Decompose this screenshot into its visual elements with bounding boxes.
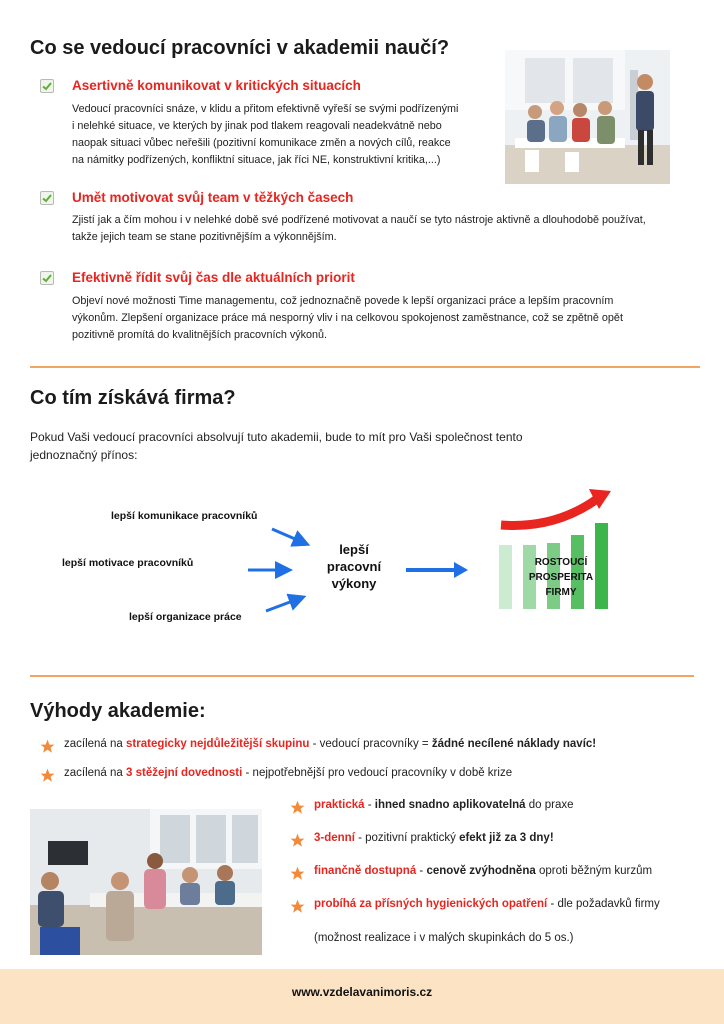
footer-website-link[interactable]: www.vzdelavanimoris.cz <box>291 985 433 999</box>
arrow-icon <box>266 599 298 611</box>
item-text-assertive: Vedoucí pracovníci snáze, v klidu a přitom efektivně vyřeší se svými podřízenými i nelehké situace, ve kterých by jinak pod tlakem reagovali neadekvátně nebo naopak situaci vůbec neřešili (pozitivní komunikace změn a nových cílů, reakce na námitky podřízených, konfliktní situace, jak říci NE, konstruktivní kritika,...) <box>72 103 459 166</box>
star-icon <box>290 866 305 881</box>
checkbox-icon <box>40 191 54 205</box>
meeting-photo <box>505 50 670 184</box>
benefit-target-group: zacílená na strategicky nejdůležitější skupinu - vedoucí pracovníky = žádné necílené náklady navíc! <box>64 738 597 750</box>
input-communication: lepší komunikace pracovníků <box>111 510 258 522</box>
input-organization: lepší organizace práce <box>129 611 242 623</box>
arrow-icon <box>272 529 302 542</box>
big-arrow-icon <box>402 558 472 582</box>
section-title-benefits: Výhody akademie: <box>30 700 206 722</box>
intro-text: Pokud Vaši vedoucí pracovníci absolvují tuto akademii, bude to mít pro Vaši společnost tento jednoznačný přínos: <box>30 430 523 462</box>
input-motivation: lepší motivace pracovníků <box>62 557 194 569</box>
result-performance: lepší pracovní výkony <box>326 542 382 591</box>
result-prosperity: ROSTOUCÍ PROSPERITA FIRMY <box>528 557 594 598</box>
benefit-key-skills: zacílená na 3 stěžejní dovednosti - nejpotřebnější pro vedoucí pracovníky v době krize <box>64 767 513 779</box>
input-arrows <box>240 520 320 620</box>
feature-three-day: 3-denní - pozitivní praktický efekt již za 3 dny! <box>314 832 554 844</box>
feature-affordable: finančně dostupná - cenově zvýhodněna oproti běžným kurzům <box>314 865 653 877</box>
checkbox-icon <box>40 271 54 285</box>
star-icon <box>290 800 305 815</box>
star-icon <box>290 899 305 914</box>
item-title-motivate: Umět motivovat svůj team v těžkých časech <box>72 190 354 205</box>
item-title-time: Efektivně řídit svůj čas dle aktuálních priorit <box>72 270 355 285</box>
section-title-company: Co tím získává firma? <box>30 387 236 409</box>
item-text-time: Objeví nové možnosti Time managementu, což jednoznačně povede k lepší organizaci práce a lepším pracovním výkonům. Zlepšení organizace práce má nesporný vliv i na celkovou spokojenost zaměstnance, což se zpětně opět pozitivně promítá do kvalitnějších pracovních výkonů. <box>72 295 623 341</box>
star-icon <box>40 768 55 783</box>
feature-practical: praktická - ihned snadno aplikovatelná do praxe <box>314 799 574 811</box>
section-divider <box>30 366 700 368</box>
checkbox-icon <box>40 79 54 93</box>
section-title-skills: Co se vedoucí pracovníci v akademii naučí? <box>30 37 450 59</box>
feature-hygiene: probíhá za přísných hygienických opatření - dle požadavků firmy <box>314 898 660 910</box>
item-title-assertive: Asertivně komunikovat v kritických situacích <box>72 78 361 93</box>
section-divider <box>30 675 694 677</box>
star-icon <box>290 833 305 848</box>
feature-note: (možnost realizace i v malých skupinkách do 5 os.) <box>314 932 574 944</box>
classroom-photo <box>30 809 262 955</box>
item-text-motivate: Zjistí jak a čím mohou i v nelehké době své podřízené motivovat a naučí se tyto nástroje aktivně a dlouhodobě používat, takže jejich team se stane pozitivnějším a výkonnějším. <box>72 214 646 243</box>
star-icon <box>40 739 55 754</box>
